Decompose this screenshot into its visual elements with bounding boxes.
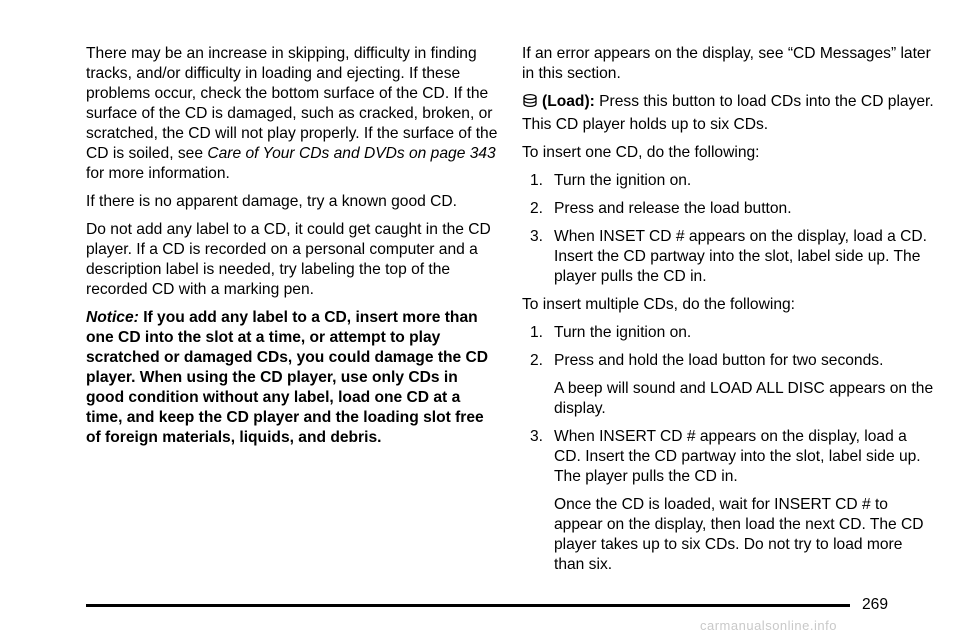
list-item <box>522 427 934 487</box>
paragraph-text: for more information. <box>86 165 230 182</box>
paragraph-cd-problems <box>86 44 498 184</box>
load-button-description <box>522 92 934 135</box>
right-column <box>522 44 934 583</box>
list-item <box>522 199 934 219</box>
load-label: (Load): <box>542 93 595 110</box>
step-number: 2. <box>530 200 544 217</box>
step-number: 2. <box>530 352 544 369</box>
step-text: Press and release the load button. <box>554 200 792 217</box>
step-text: Turn the ignition on. <box>554 172 692 189</box>
step-number: 1. <box>530 324 544 341</box>
load-text: Press this button to load CDs into the CD player. This CD player holds up to six CDs. <box>522 93 934 133</box>
insert-multi-intro: To insert multiple CDs, do the following: <box>522 296 796 313</box>
notice-block <box>86 308 498 448</box>
insert-one-intro: To insert one CD, do the following: <box>522 144 760 161</box>
footer-rule <box>86 604 850 607</box>
paragraph-error-display: If an error appears on the display, see “CD Messages” later in this section. <box>522 45 931 82</box>
page-number: 269 <box>862 596 889 613</box>
step-number: 3. <box>530 228 544 245</box>
notice-text: If you add any label to a CD, insert more than one CD into the slot at a time, or attempt to play scratched or damaged CDs, you could damage the CD player. When using the CD player, use only CDs in good condition without any label, load one CD at a time, and keep the CD player and the loading slot free of foreign materials, liquids, and debris. <box>86 309 489 446</box>
notice-label: Notice: <box>86 309 139 326</box>
paragraph-label-warning: Do not add any label to a CD, it could get caught in the CD player. If a CD is recorded on a personal computer and a description label is needed, try labeling the top of the recorded CD with a marking pen. <box>86 221 491 298</box>
step-text: When INSET CD # appears on the display, load a CD. Insert the CD partway into the slot, label side up. The player pulls the CD in. <box>554 228 927 285</box>
left-column <box>86 44 498 456</box>
step-text: Turn the ignition on. <box>554 324 692 341</box>
paragraph-text: There may be an increase in skipping, difficulty in finding tracks, and/or difficulty in loading and ejecting. If these problems occur, check the bottom surface of the CD. If the surface of the CD is damaged, such as cracked, broken, or scratched, the CD will not play properly. If the surface of the CD is soiled, see <box>86 45 498 162</box>
list-item <box>522 323 934 343</box>
step-text: Press and hold the load button for two seconds. <box>554 352 884 369</box>
watermark: carmanualsonline.info <box>700 618 837 633</box>
list-item <box>522 351 934 371</box>
step-text: When INSERT CD # appears on the display, load a CD. Insert the CD partway into the slot, label side up. The player pulls the CD in. <box>554 428 921 485</box>
step-number: 1. <box>530 172 544 189</box>
list-item <box>522 227 934 287</box>
beep-note: A beep will sound and LOAD ALL DISC appears on the display. <box>554 380 934 417</box>
disc-stack-icon <box>522 93 538 115</box>
cross-reference-link[interactable]: Care of Your CDs and DVDs on page 343 <box>207 145 496 162</box>
step-number: 3. <box>530 428 544 445</box>
list-item <box>522 171 934 191</box>
loaded-note: Once the CD is loaded, wait for INSERT CD # to appear on the display, then load the next CD. The CD player takes up to six CDs. Do not try to load more than six. <box>554 496 924 573</box>
paragraph-known-good-cd: If there is no apparent damage, try a known good CD. <box>86 193 457 210</box>
